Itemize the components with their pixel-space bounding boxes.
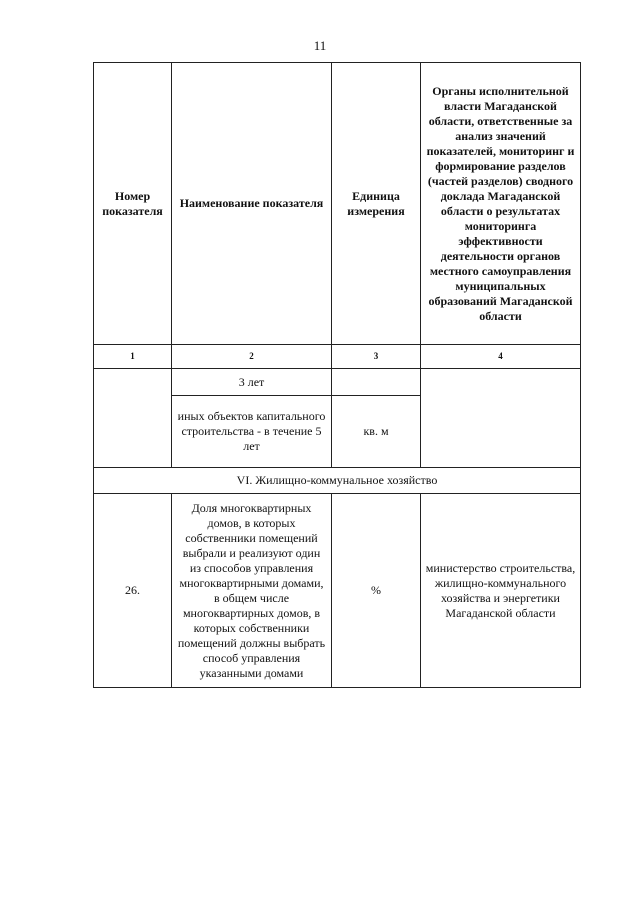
column-number-2: 2 — [172, 345, 332, 369]
header-unit — [332, 63, 421, 345]
continuation-name-b — [172, 396, 332, 468]
item-number: 26. — [94, 494, 172, 688]
section-row — [94, 468, 581, 494]
continuation-number-cell — [94, 369, 172, 468]
column-number-4: 4 — [421, 345, 581, 369]
column-number-3: 3 — [332, 345, 421, 369]
header-unit-text: Единица измерения — [347, 188, 405, 218]
column-number-1: 1 — [94, 345, 172, 369]
item-name-text: Доля многоквартирных домов, в которых собственники помещений выбрали и реализуют один из способов управления многоквартирными домами, в общем числе многоквартирных домов, в которых собственники помещений должны выбрать способ управления указанными домами — [177, 500, 326, 680]
table-header-row — [94, 63, 581, 345]
column-numbers-row — [94, 345, 581, 369]
page-number: 11 — [313, 38, 327, 53]
item-unit: % — [332, 494, 421, 688]
header-name — [172, 63, 332, 345]
header-responsible — [421, 63, 581, 345]
section-title: VI. Жилищно-коммунальное хозяйство — [94, 468, 581, 494]
continuation-responsible-cell — [421, 369, 581, 468]
continuation-name-a: 3 лет — [172, 369, 332, 396]
continuation-name-b-text: иных объектов капитального строительства - в течение 5 лет — [177, 409, 326, 453]
header-name-text: Наименование показателя — [179, 196, 324, 210]
item-responsible-text: министерство строительства, жилищно-коммунального хозяйства и энергетики Магаданской области — [425, 560, 576, 620]
indicators-table — [93, 62, 581, 688]
continuation-row-a — [94, 369, 581, 396]
header-responsible-text: Органы исполнительной власти Магаданской области, ответственные за анализ значений показателей, мониторинг и формирование разделов (частей разделов) сводного доклада Магаданской области о результатах мониторинга эффективности деятельности органов местного самоуправления муниципальных образований Магаданской области — [426, 83, 575, 323]
table-row — [94, 494, 581, 688]
item-responsible — [421, 494, 581, 688]
header-number — [94, 63, 172, 345]
continuation-unit-a — [332, 369, 421, 396]
header-number-text: Номер показателя — [102, 188, 163, 218]
continuation-unit-b: кв. м — [332, 396, 421, 468]
item-name — [172, 494, 332, 688]
